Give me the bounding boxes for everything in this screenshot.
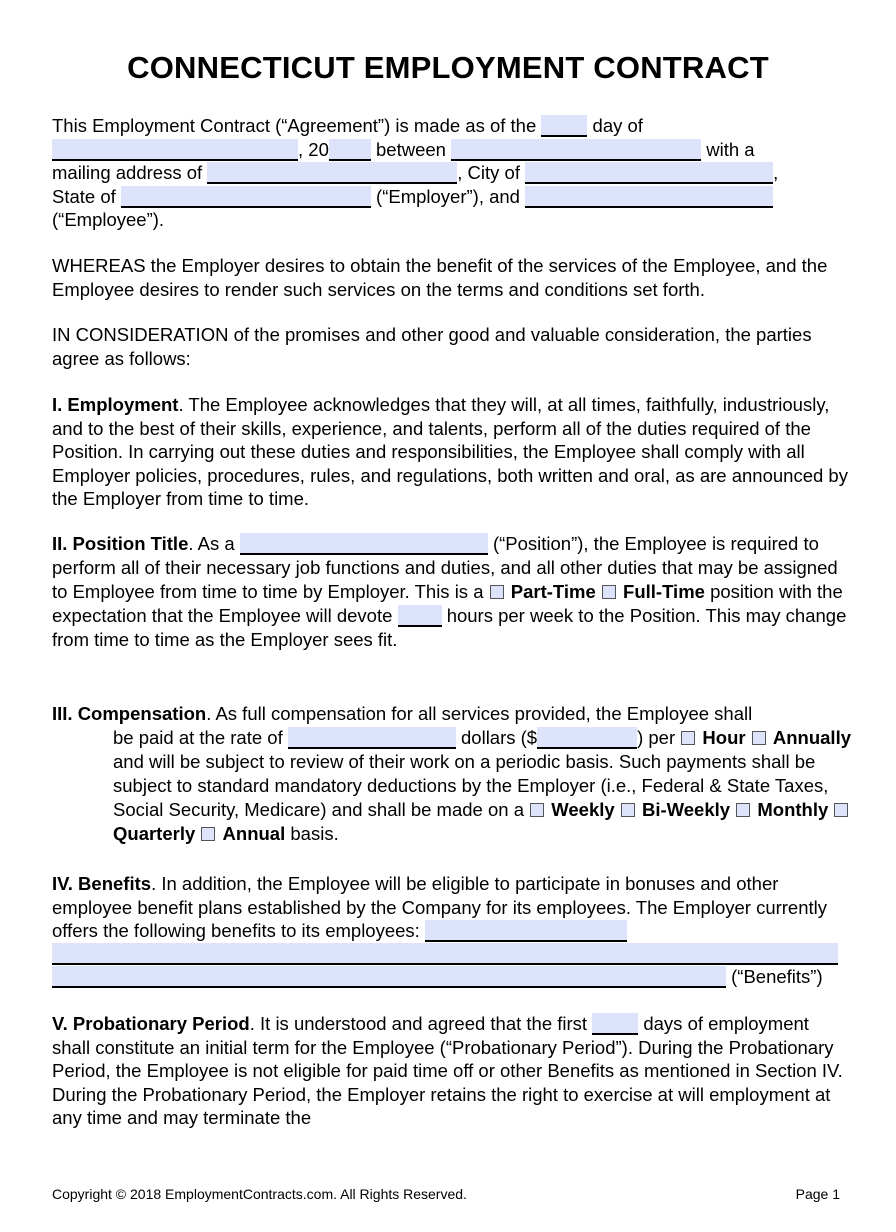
section-compensation: III. Compensation. As full compensation for all services provided, the Employee shall be paid at the rate of dollars ($ ) per Hour Annually and will be subject to review of their work on a periodic basis. Such payments shall be subject to standard mandatory deductions by the Employer (i.e., Federal & State Taxes, Social Security, Medicare) and shall be made on a Weekly Bi-Weekly Monthly Quarterly Annual basis. [52, 703, 851, 844]
section-position-title: II. Position Title. As a (“Position”), the Employee is required to perform all of their necessary job functions and duties, and all other duties that may be assigned to Employee from time to time by Employer. This is a Part-Time Full-Time position with the expectation that the Employee will devote hours per week to the Position. This may change from time to time as the Employer sees fit. [52, 533, 847, 650]
weekly-checkbox[interactable] [530, 803, 544, 817]
document-title: CONNECTICUT EMPLOYMENT CONTRACT [127, 50, 769, 85]
employee-name-field[interactable] [525, 186, 773, 208]
section-heading: V. Probationary Period [52, 1013, 250, 1034]
probation-days-field[interactable] [592, 1013, 638, 1035]
consideration-paragraph: IN CONSIDERATION of the promises and other good and valuable consideration, the parties agree as follows: [52, 324, 812, 369]
section-probationary-period: V. Probationary Period. It is understood and agreed that the first days of employment shall constitute an initial term for the Employee (“Probationary Period”). During the Probationary Period, the Employee is not eligible for paid time off or other Benefits as mentioned in Section IV. During the Probationary Period, the Employer retains the right to exercise at will employment at any time and may terminate the [52, 1013, 843, 1128]
day-field[interactable] [541, 115, 587, 137]
quarterly-checkbox[interactable] [834, 803, 848, 817]
benefits-field-2[interactable] [52, 943, 838, 965]
annually-checkbox[interactable] [752, 731, 766, 745]
hour-checkbox[interactable] [681, 731, 695, 745]
monthly-checkbox[interactable] [736, 803, 750, 817]
state-field[interactable] [121, 186, 371, 208]
benefits-field-1[interactable] [425, 920, 627, 942]
section-employment: I. Employment. The Employee acknowledges that they will, at all times, faithfully, industriously, and to the best of their skills, experience, and talents, perform all of the duties required of the Position. In carrying out these duties and responsibilities, the Employee shall comply with all Employer policies, procedures, rules, and regulations, both written and oral, as are announced by the Employer from time to time. [52, 394, 848, 509]
full-time-checkbox[interactable] [602, 585, 616, 599]
benefits-field-3[interactable] [52, 966, 726, 988]
month-field[interactable] [52, 139, 298, 161]
annual-checkbox[interactable] [201, 827, 215, 841]
hours-field[interactable] [398, 605, 442, 627]
bi-weekly-checkbox[interactable] [621, 803, 635, 817]
footer-page-number: Page 1 [795, 1186, 840, 1202]
rate-words-field[interactable] [288, 727, 456, 749]
whereas-paragraph: WHEREAS the Employer desires to obtain the benefit of the services of the Employee, and the Employee desires to render such services on the terms and conditions set forth. [52, 255, 828, 300]
city-field[interactable] [525, 162, 773, 184]
intro-paragraph: This Employment Contract (“Agreement”) is made as of the day of , 20 between with a mailing address of , City of , State of (“Employer”), and (“Employee”). [52, 115, 779, 230]
part-time-checkbox[interactable] [490, 585, 504, 599]
section-heading: III. Compensation [52, 703, 207, 724]
year-field[interactable] [329, 139, 371, 161]
footer-copyright: Copyright © 2018 EmploymentContracts.com. All Rights Reserved. [52, 1186, 467, 1202]
employer-name-field[interactable] [451, 139, 701, 161]
section-heading: I. Employment [52, 394, 179, 415]
section-heading: IV. Benefits [52, 873, 152, 894]
mailing-address-field[interactable] [207, 162, 457, 184]
section-heading: II. Position Title [52, 533, 189, 554]
position-field[interactable] [240, 533, 488, 555]
rate-amount-field[interactable] [537, 727, 637, 749]
section-benefits: IV. Benefits. In addition, the Employee will be eligible to participate in bonuses and other employee benefit plans established by the Company for its employees. The Employer currently offers the following benefits to its employees: (“Benefits”) [52, 872, 852, 988]
